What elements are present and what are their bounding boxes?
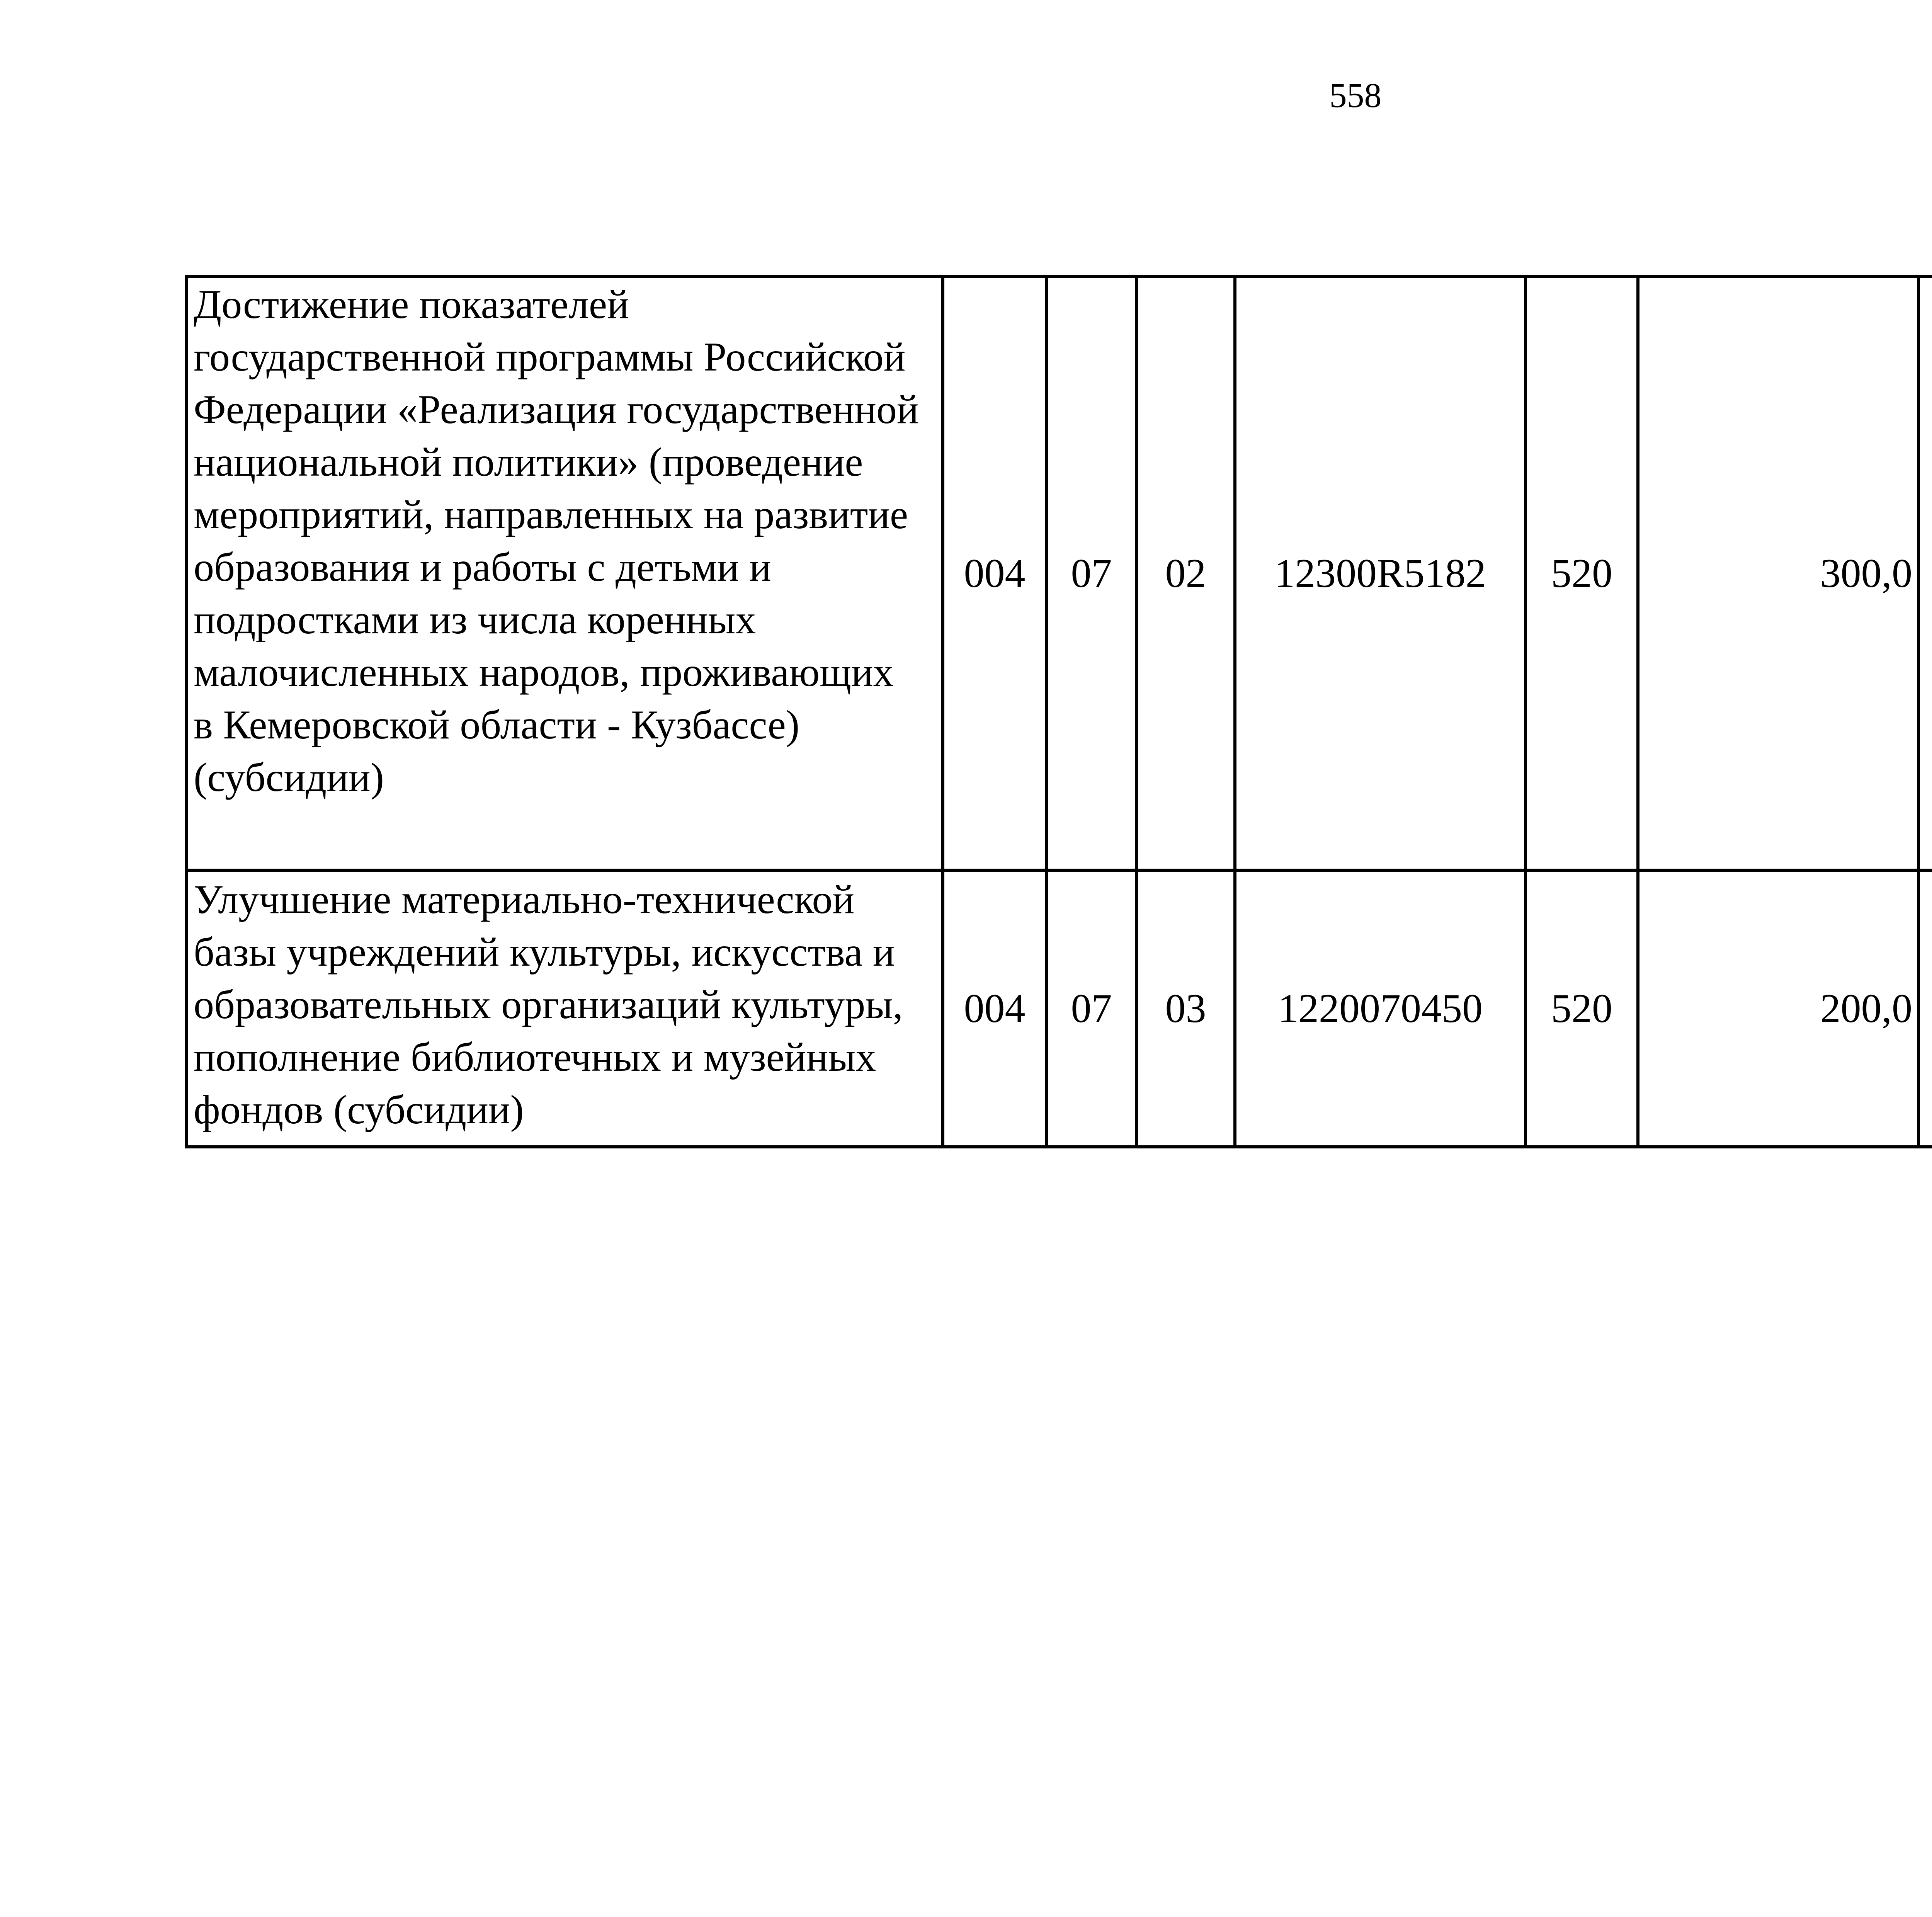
description-cell: Достижение показателей государственной программы Российской Федерации «Реализация государственной национальной политики» (проведение мероприятий, направленных на развитие образования и работы с детьми и подростками из числа коренных малочисленных народов, проживающих в Кемеровской области - Кузбассе) (субсидии) — [187, 277, 943, 870]
target-article-code-cell: 12300R5182 — [1235, 277, 1526, 870]
amount-cell-2 — [1918, 277, 1932, 870]
amount-cell-1: 200,0 — [1638, 870, 1918, 1147]
amount-cell-1: 300,0 — [1638, 277, 1918, 870]
section-code-cell: 07 — [1046, 870, 1136, 1147]
subsection-code-cell: 03 — [1136, 870, 1235, 1147]
page-number: 558 — [1329, 77, 1382, 115]
expense-type-code-cell: 520 — [1526, 277, 1638, 870]
expense-type-code-cell: 520 — [1526, 870, 1638, 1147]
target-article-code-cell: 1220070450 — [1235, 870, 1526, 1147]
budget-table-body — [187, 277, 1932, 1147]
amount-cell-2 — [1918, 870, 1932, 1147]
ministry-code-cell: 004 — [943, 277, 1046, 870]
subsection-code-cell: 02 — [1136, 277, 1235, 870]
description-cell: Улучшение материально-технической базы учреждений культуры, искусства и образовательных организаций культуры, пополнение библиотечных и музейных фондов (субсидии) — [187, 870, 943, 1147]
section-code-cell: 07 — [1046, 277, 1136, 870]
ministry-code-cell: 004 — [943, 870, 1046, 1147]
budget-table — [185, 275, 1932, 1148]
table-row — [187, 277, 1932, 870]
table-row — [187, 870, 1932, 1147]
